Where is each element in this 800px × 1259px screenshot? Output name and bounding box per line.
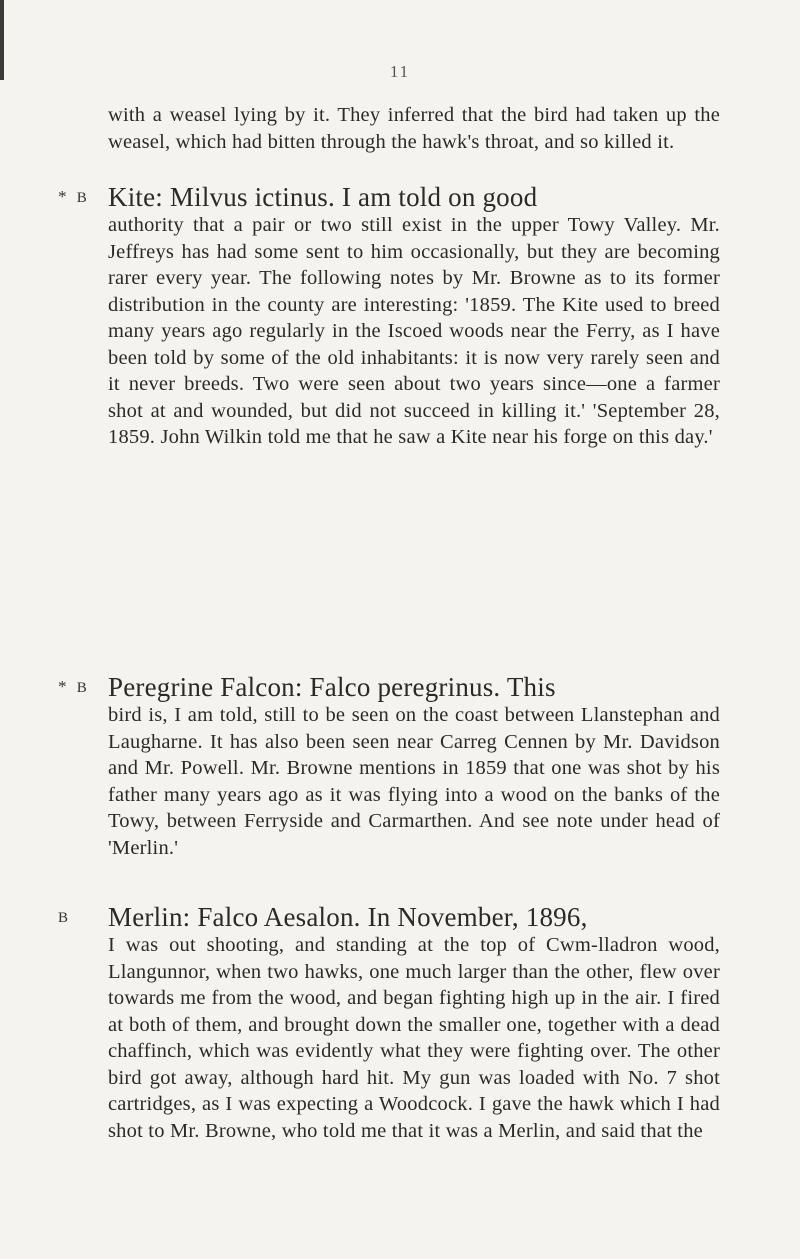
breeding-status: B [58, 910, 70, 926]
entry-body: bird is, I am told, still to be seen on the coast between Llanstephan and Laugharne. It has also been seen near Carreg Cennen by Mr. Davidson and Mr. Powell. Mr. Browne mentions in 1859 that one was shot by his father many years ago as it was flying into a wood on the banks of the Towy, between Ferryside and Carmarthen. And see note under head of 'Merlin.' [108, 704, 720, 859]
species-heading: Kite: Milvus ictinus. [108, 182, 335, 212]
species-heading: Merlin: Falco Aesalon. [108, 902, 361, 932]
entry-merlin [58, 902, 720, 1144]
intro-paragraph: with a weasel lying by it. They inferred that the bird had taken up the weasel, which had bitten through the hawk's throat, and so killed it. [108, 104, 720, 153]
entry-peregrine [58, 672, 720, 861]
entry-kite [58, 182, 720, 451]
breeding-status: B [76, 680, 88, 696]
entry-marker [58, 184, 88, 212]
heading-rest: In November, 1896, [367, 902, 588, 932]
entry-marker [58, 674, 88, 702]
entry-heading-line [108, 672, 720, 702]
introduced-star: * [58, 677, 67, 696]
breeding-status: B [76, 190, 88, 206]
entry-body: I was out shooting, and standing at the top of Cwm-lladron wood, Llangunnor, when two hawks, one much larger than the other, flew over towards me from the wood, and began fighting high up in the air. I fired at both of them, and brought down the smaller one, together with a dead chaffinch, which was evidently what they were fighting over. The other bird got away, although hard hit. My gun was loaded with No. 7 shot cartridges, as I was expecting a Woodcock. I gave the hawk which I had shot to Mr. Browne, who told me that it was a Merlin, and said that the [108, 934, 720, 1142]
heading-rest: This [506, 672, 556, 702]
introduced-star: * [58, 187, 67, 206]
entry-heading-line [108, 902, 720, 932]
entry-marker [58, 904, 69, 932]
heading-rest: I am told on good [341, 182, 538, 212]
species-heading: Peregrine Falcon: Falco peregrinus. [108, 672, 501, 702]
entry-body: authority that a pair or two still exist in the upper Towy Valley. Mr. Jeffreys has had some sent to him occasionally, but they are becoming rarer every year. The following notes by Mr. Browne as to its former distribution in the county are interesting: '1859. The Kite used to breed many years ago regularly in the Iscoed woods near the Ferry, as I have been told by some of the old inhabitants: it is now very rarely seen and it never breeds. Two were seen about two years since—one a farmer shot at and wounded, but did not succeed in killing it.' 'September 28, 1859. John Wilkin told me that he saw a Kite near his forge on this day.' [108, 214, 720, 448]
page-number: 11 [389, 62, 411, 81]
entry-heading-line [108, 182, 720, 212]
